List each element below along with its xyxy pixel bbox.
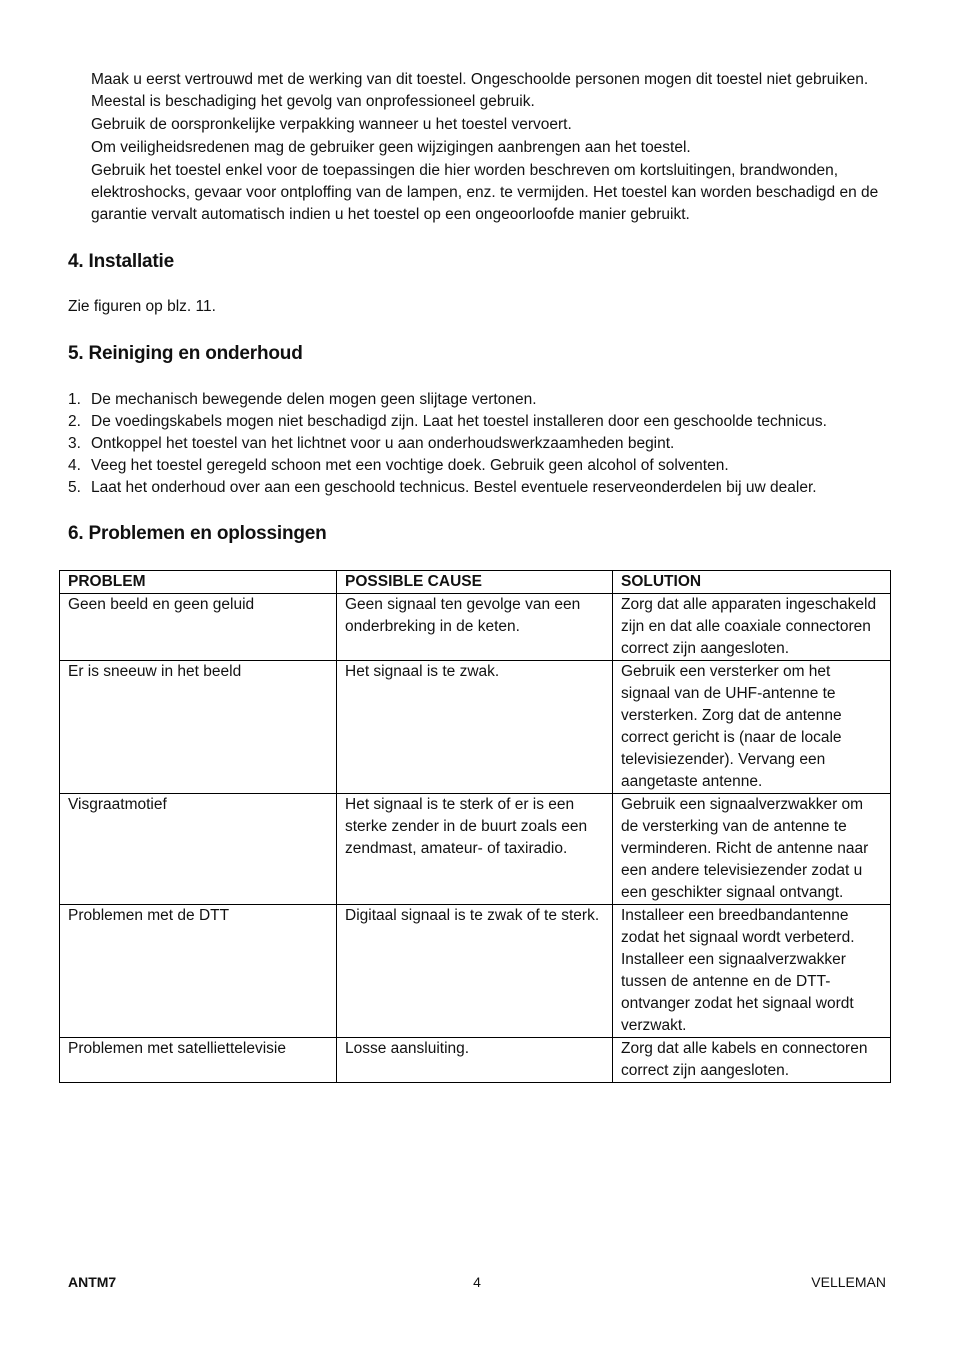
problem-cell: Problemen met de DTT bbox=[60, 905, 337, 1038]
list-item-text: De mechanisch bewegende delen mogen geen slijtage vertonen. bbox=[91, 391, 537, 408]
column-header-solution: SOLUTION bbox=[613, 571, 891, 594]
solution-cell: Gebruik een versterker om het signaal van de UHF-antenne te versterken. Zorg dat de antenne correct gericht is (naar de locale televisiezender). Vervang een aangetaste antenne. bbox=[613, 661, 891, 794]
table-row bbox=[60, 594, 891, 661]
table-row bbox=[60, 661, 891, 794]
solution-cell: Gebruik een signaalverzwakker om de versterking van de antenne te verminderen. Richt de antenne naar een andere televisiezender zodat u een geschikter signaal ontvangt. bbox=[613, 794, 891, 905]
solution-cell: Zorg dat alle apparaten ingeschakeld zijn en dat alle coaxiale connectoren correct zijn aangesloten. bbox=[613, 594, 891, 661]
table-row bbox=[60, 905, 891, 1038]
table-header-row bbox=[60, 571, 891, 594]
problem-cell: Visgraatmotief bbox=[60, 794, 337, 905]
list-item-number: 3. bbox=[68, 435, 81, 452]
cause-cell: Het signaal is te zwak. bbox=[337, 661, 613, 794]
footer-model: ANTM7 bbox=[68, 1274, 117, 1290]
problem-cell: Problemen met satelliettelevisie bbox=[60, 1038, 337, 1083]
table-row bbox=[60, 794, 891, 905]
problem-cell: Er is sneeuw in het beeld bbox=[60, 661, 337, 794]
intro-paragraph: Maak u eerst vertrouwd met de werking van dit toestel. Ongeschoolde personen mogen dit toestel niet gebruiken. Meestal is beschadiging het gevolg van onprofessioneel gebruik. bbox=[91, 71, 869, 110]
cause-cell: Losse aansluiting. bbox=[337, 1038, 613, 1083]
list-item bbox=[68, 433, 898, 455]
maintenance-list bbox=[68, 389, 898, 499]
cause-cell: Digitaal signaal is te zwak of te sterk. bbox=[337, 905, 613, 1038]
solution-cell: Zorg dat alle kabels en connectoren correct zijn aangesloten. bbox=[613, 1038, 891, 1083]
column-header-possible-cause: POSSIBLE CAUSE bbox=[337, 571, 613, 594]
maintenance-heading: 5. Reiniging en onderhoud bbox=[68, 343, 303, 364]
list-item bbox=[68, 455, 898, 477]
table-row bbox=[60, 1038, 891, 1083]
solution-cell: Installeer een breedbandantenne zodat het signaal wordt verbeterd. Installeer een signaalverzwakker tussen de antenne en de DTT-ontvanger zodat het signaal wordt verzwakt. bbox=[613, 905, 891, 1038]
troubleshooting-heading: 6. Problemen en oplossingen bbox=[68, 523, 327, 544]
list-item-number: 2. bbox=[68, 413, 81, 430]
installation-heading: 4. Installatie bbox=[68, 251, 174, 272]
intro-paragraph: Om veiligheidsredenen mag de gebruiker geen wijzigingen aanbrengen aan het toestel. bbox=[91, 139, 691, 156]
problem-cell: Geen beeld en geen geluid bbox=[60, 594, 337, 661]
list-item bbox=[68, 477, 898, 499]
footer-page-number: 4 bbox=[473, 1274, 481, 1290]
list-item-text: Laat het onderhoud over aan een geschoold technicus. Bestel eventuele reserveonderdelen bij uw dealer. bbox=[91, 479, 817, 496]
list-item-text: De voedingskabels mogen niet beschadigd zijn. Laat het toestel installeren door een geschoolde technicus. bbox=[91, 413, 827, 430]
troubleshooting-table bbox=[59, 570, 891, 1083]
intro-paragraph: Gebruik het toestel enkel voor de toepassingen die hier worden beschreven om kortsluitingen, brandwonden, elektroshocks, gevaar voor ontploffing van de lampen, enz. te vermijden. Het toestel kan worden beschadigd en de garantie vervalt automatisch indien u het toestel op een ongeoorloofde manier gebruikt. bbox=[91, 162, 879, 223]
footer-brand: VELLEMAN bbox=[811, 1274, 886, 1290]
list-item bbox=[68, 389, 898, 411]
list-item-number: 4. bbox=[68, 457, 81, 474]
cause-cell: Geen signaal ten gevolge van een onderbreking in de keten. bbox=[337, 594, 613, 661]
column-header-problem: PROBLEM bbox=[60, 571, 337, 594]
cause-cell: Het signaal is te sterk of er is een sterke zender in de buurt zoals een zendmast, amateur- of taxiradio. bbox=[337, 794, 613, 905]
list-item-number: 1. bbox=[68, 391, 81, 408]
list-item-number: 5. bbox=[68, 479, 81, 496]
installation-text: Zie figuren op blz. 11. bbox=[68, 298, 216, 315]
list-item-text: Ontkoppel het toestel van het lichtnet voor u aan onderhoudswerkzaamheden begint. bbox=[91, 435, 675, 452]
intro-safety-text bbox=[91, 69, 891, 226]
list-item-text: Veeg het toestel geregeld schoon met een vochtige doek. Gebruik geen alcohol of solventen. bbox=[91, 457, 729, 474]
list-item bbox=[68, 411, 898, 433]
intro-paragraph: Gebruik de oorspronkelijke verpakking wanneer u het toestel vervoert. bbox=[91, 116, 572, 133]
